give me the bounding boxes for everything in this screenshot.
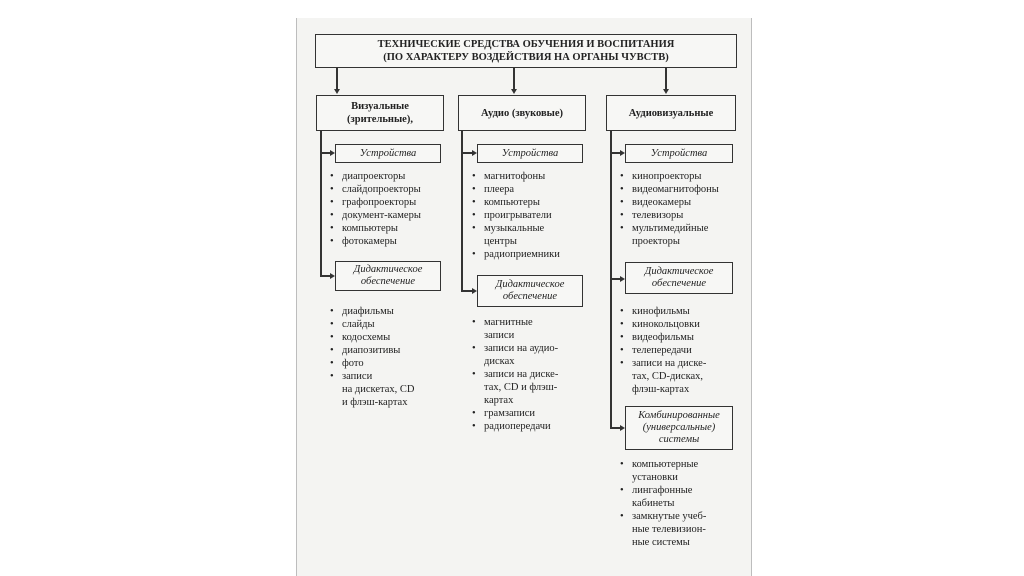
av-header: Аудиовизуальные bbox=[628, 107, 714, 119]
branch bbox=[320, 152, 330, 154]
list-item: • видеомагнитофоны bbox=[620, 183, 719, 196]
av-combined-line-3: системы bbox=[658, 434, 700, 445]
list-item: • фото bbox=[330, 357, 415, 370]
list-item-line: картах bbox=[484, 395, 514, 406]
branch bbox=[461, 152, 472, 154]
list-item-line: ные системы bbox=[632, 537, 690, 548]
list-item bbox=[620, 510, 706, 549]
list-item-line: центры bbox=[484, 236, 517, 247]
list-item: • телевизоры bbox=[620, 209, 719, 222]
title-line-2: (ПО ХАРАКТЕРУ ВОЗДЕЙСТВИЯ НА ОРГАНЫ ЧУВСТВ) bbox=[383, 52, 669, 63]
category-audiovisual bbox=[606, 95, 736, 131]
list-item-line: • записи на диске- bbox=[632, 358, 707, 369]
branch bbox=[610, 278, 620, 280]
list-item bbox=[472, 342, 558, 368]
visual-didactic-line-1: Дидактическое bbox=[353, 264, 423, 275]
list-item: • проигрыватели bbox=[472, 209, 560, 222]
list-item-line: • музыкальные bbox=[484, 223, 545, 234]
list-item: • диапозитивы bbox=[330, 344, 415, 357]
av-devices-list bbox=[620, 170, 719, 248]
av-devices-label: Устройства bbox=[650, 147, 708, 159]
list-item: • телепередачи bbox=[620, 344, 706, 357]
audio-didactic-line-2: обеспечение bbox=[502, 291, 558, 302]
audio-devices-label: Устройства bbox=[501, 147, 559, 159]
list-item: • радиоприемники bbox=[472, 248, 560, 261]
list-item bbox=[472, 316, 558, 342]
list-item bbox=[620, 484, 706, 510]
branch bbox=[610, 427, 620, 429]
list-item-line: проекторы bbox=[632, 236, 680, 247]
connector bbox=[665, 68, 667, 90]
list-item-line: • записи bbox=[342, 371, 373, 382]
list-item-line: на дискетах, CD bbox=[342, 384, 415, 395]
list-item: • слайды bbox=[330, 318, 415, 331]
list-item-line: тах, CD и флэш- bbox=[484, 382, 558, 393]
list-item-line: установки bbox=[632, 472, 678, 483]
visual-header-line-1: Визуальные bbox=[351, 101, 409, 112]
list-item: • плеера bbox=[472, 183, 560, 196]
av-combined-line-1: Комбинированные bbox=[638, 410, 720, 421]
list-item bbox=[472, 368, 558, 407]
visual-didactic-line-2: обеспечение bbox=[360, 276, 416, 287]
visual-didactic-list bbox=[330, 305, 415, 409]
list-item: • документ-камеры bbox=[330, 209, 421, 222]
av-devices-box bbox=[625, 144, 733, 163]
av-didactic-list bbox=[620, 305, 706, 396]
list-item: • компьютеры bbox=[330, 222, 421, 235]
av-didactic-box bbox=[625, 262, 733, 294]
branch bbox=[461, 290, 472, 292]
av-combined-line-2: (универсальные) bbox=[642, 422, 716, 433]
audio-devices-box bbox=[477, 144, 583, 163]
av-combined-list bbox=[620, 458, 706, 549]
visual-didactic-box bbox=[335, 261, 441, 291]
arrow-icon bbox=[663, 89, 669, 94]
list-item-line: • магнитные bbox=[484, 317, 533, 328]
visual-header-line-2: (зрительные), bbox=[347, 114, 413, 125]
list-item bbox=[620, 357, 706, 396]
audio-didactic-line-1: Дидактическое bbox=[495, 279, 565, 290]
audio-didactic-list bbox=[472, 316, 558, 433]
list-item: • видеофильмы bbox=[620, 331, 706, 344]
list-item bbox=[620, 222, 719, 248]
title-line-1: ТЕХНИЧЕСКИЕ СРЕДСТВА ОБУЧЕНИЯ И ВОСПИТАНИЯ bbox=[377, 39, 675, 50]
av-combined-box bbox=[625, 406, 733, 450]
av-didactic-line-1: Дидактическое bbox=[644, 266, 714, 277]
visual-devices-box bbox=[335, 144, 441, 163]
list-item: • кинокольцовки bbox=[620, 318, 706, 331]
list-item-line: • записи на аудио- bbox=[484, 343, 559, 354]
category-visual bbox=[316, 95, 444, 131]
audio-devices-list bbox=[472, 170, 560, 261]
audio-header: Аудио (звуковые) bbox=[480, 107, 564, 119]
arrow-icon bbox=[511, 89, 517, 94]
list-item-line: • лингафонные bbox=[632, 485, 693, 496]
visual-devices-list bbox=[330, 170, 421, 248]
diagram-title bbox=[315, 34, 737, 68]
audio-didactic-box bbox=[477, 275, 583, 307]
list-item-line: дисках bbox=[484, 356, 515, 367]
list-item: • грамзаписи bbox=[472, 407, 558, 420]
list-item-line: • замкнутые учеб- bbox=[632, 511, 707, 522]
list-item: • диапроекторы bbox=[330, 170, 421, 183]
list-item-line: записи bbox=[484, 330, 515, 341]
list-item bbox=[330, 370, 415, 409]
av-didactic-line-2: обеспечение bbox=[651, 278, 707, 289]
list-item-line: и флэш-картах bbox=[342, 397, 408, 408]
connector bbox=[513, 68, 515, 90]
list-item: • фотокамеры bbox=[330, 235, 421, 248]
list-item: • диафильмы bbox=[330, 305, 415, 318]
connector bbox=[336, 68, 338, 90]
list-item: • кодосхемы bbox=[330, 331, 415, 344]
list-item: • кинопроекторы bbox=[620, 170, 719, 183]
branch bbox=[320, 275, 330, 277]
list-item: • видеокамеры bbox=[620, 196, 719, 209]
list-item-line: • мультимедийные bbox=[632, 223, 709, 234]
spine-av bbox=[610, 131, 612, 428]
list-item: • кинофильмы bbox=[620, 305, 706, 318]
list-item-line: • компьютерные bbox=[632, 459, 699, 470]
category-audio bbox=[458, 95, 586, 131]
spine-audio bbox=[461, 131, 463, 291]
branch bbox=[610, 152, 620, 154]
list-item-line: флэш-картах bbox=[632, 384, 690, 395]
visual-devices-label: Устройства bbox=[359, 147, 417, 159]
list-item-line: кабинеты bbox=[632, 498, 675, 509]
list-item bbox=[472, 222, 560, 248]
list-item: • графопроекторы bbox=[330, 196, 421, 209]
list-item: • радиопередачи bbox=[472, 420, 558, 433]
list-item: • магнитофоны bbox=[472, 170, 560, 183]
arrow-icon bbox=[334, 89, 340, 94]
list-item: • слайдопроекторы bbox=[330, 183, 421, 196]
list-item bbox=[620, 458, 706, 484]
list-item-line: ные телевизион- bbox=[632, 524, 706, 535]
list-item-line: • записи на диске- bbox=[484, 369, 559, 380]
list-item: • компьютеры bbox=[472, 196, 560, 209]
list-item-line: тах, CD-дисках, bbox=[632, 371, 704, 382]
